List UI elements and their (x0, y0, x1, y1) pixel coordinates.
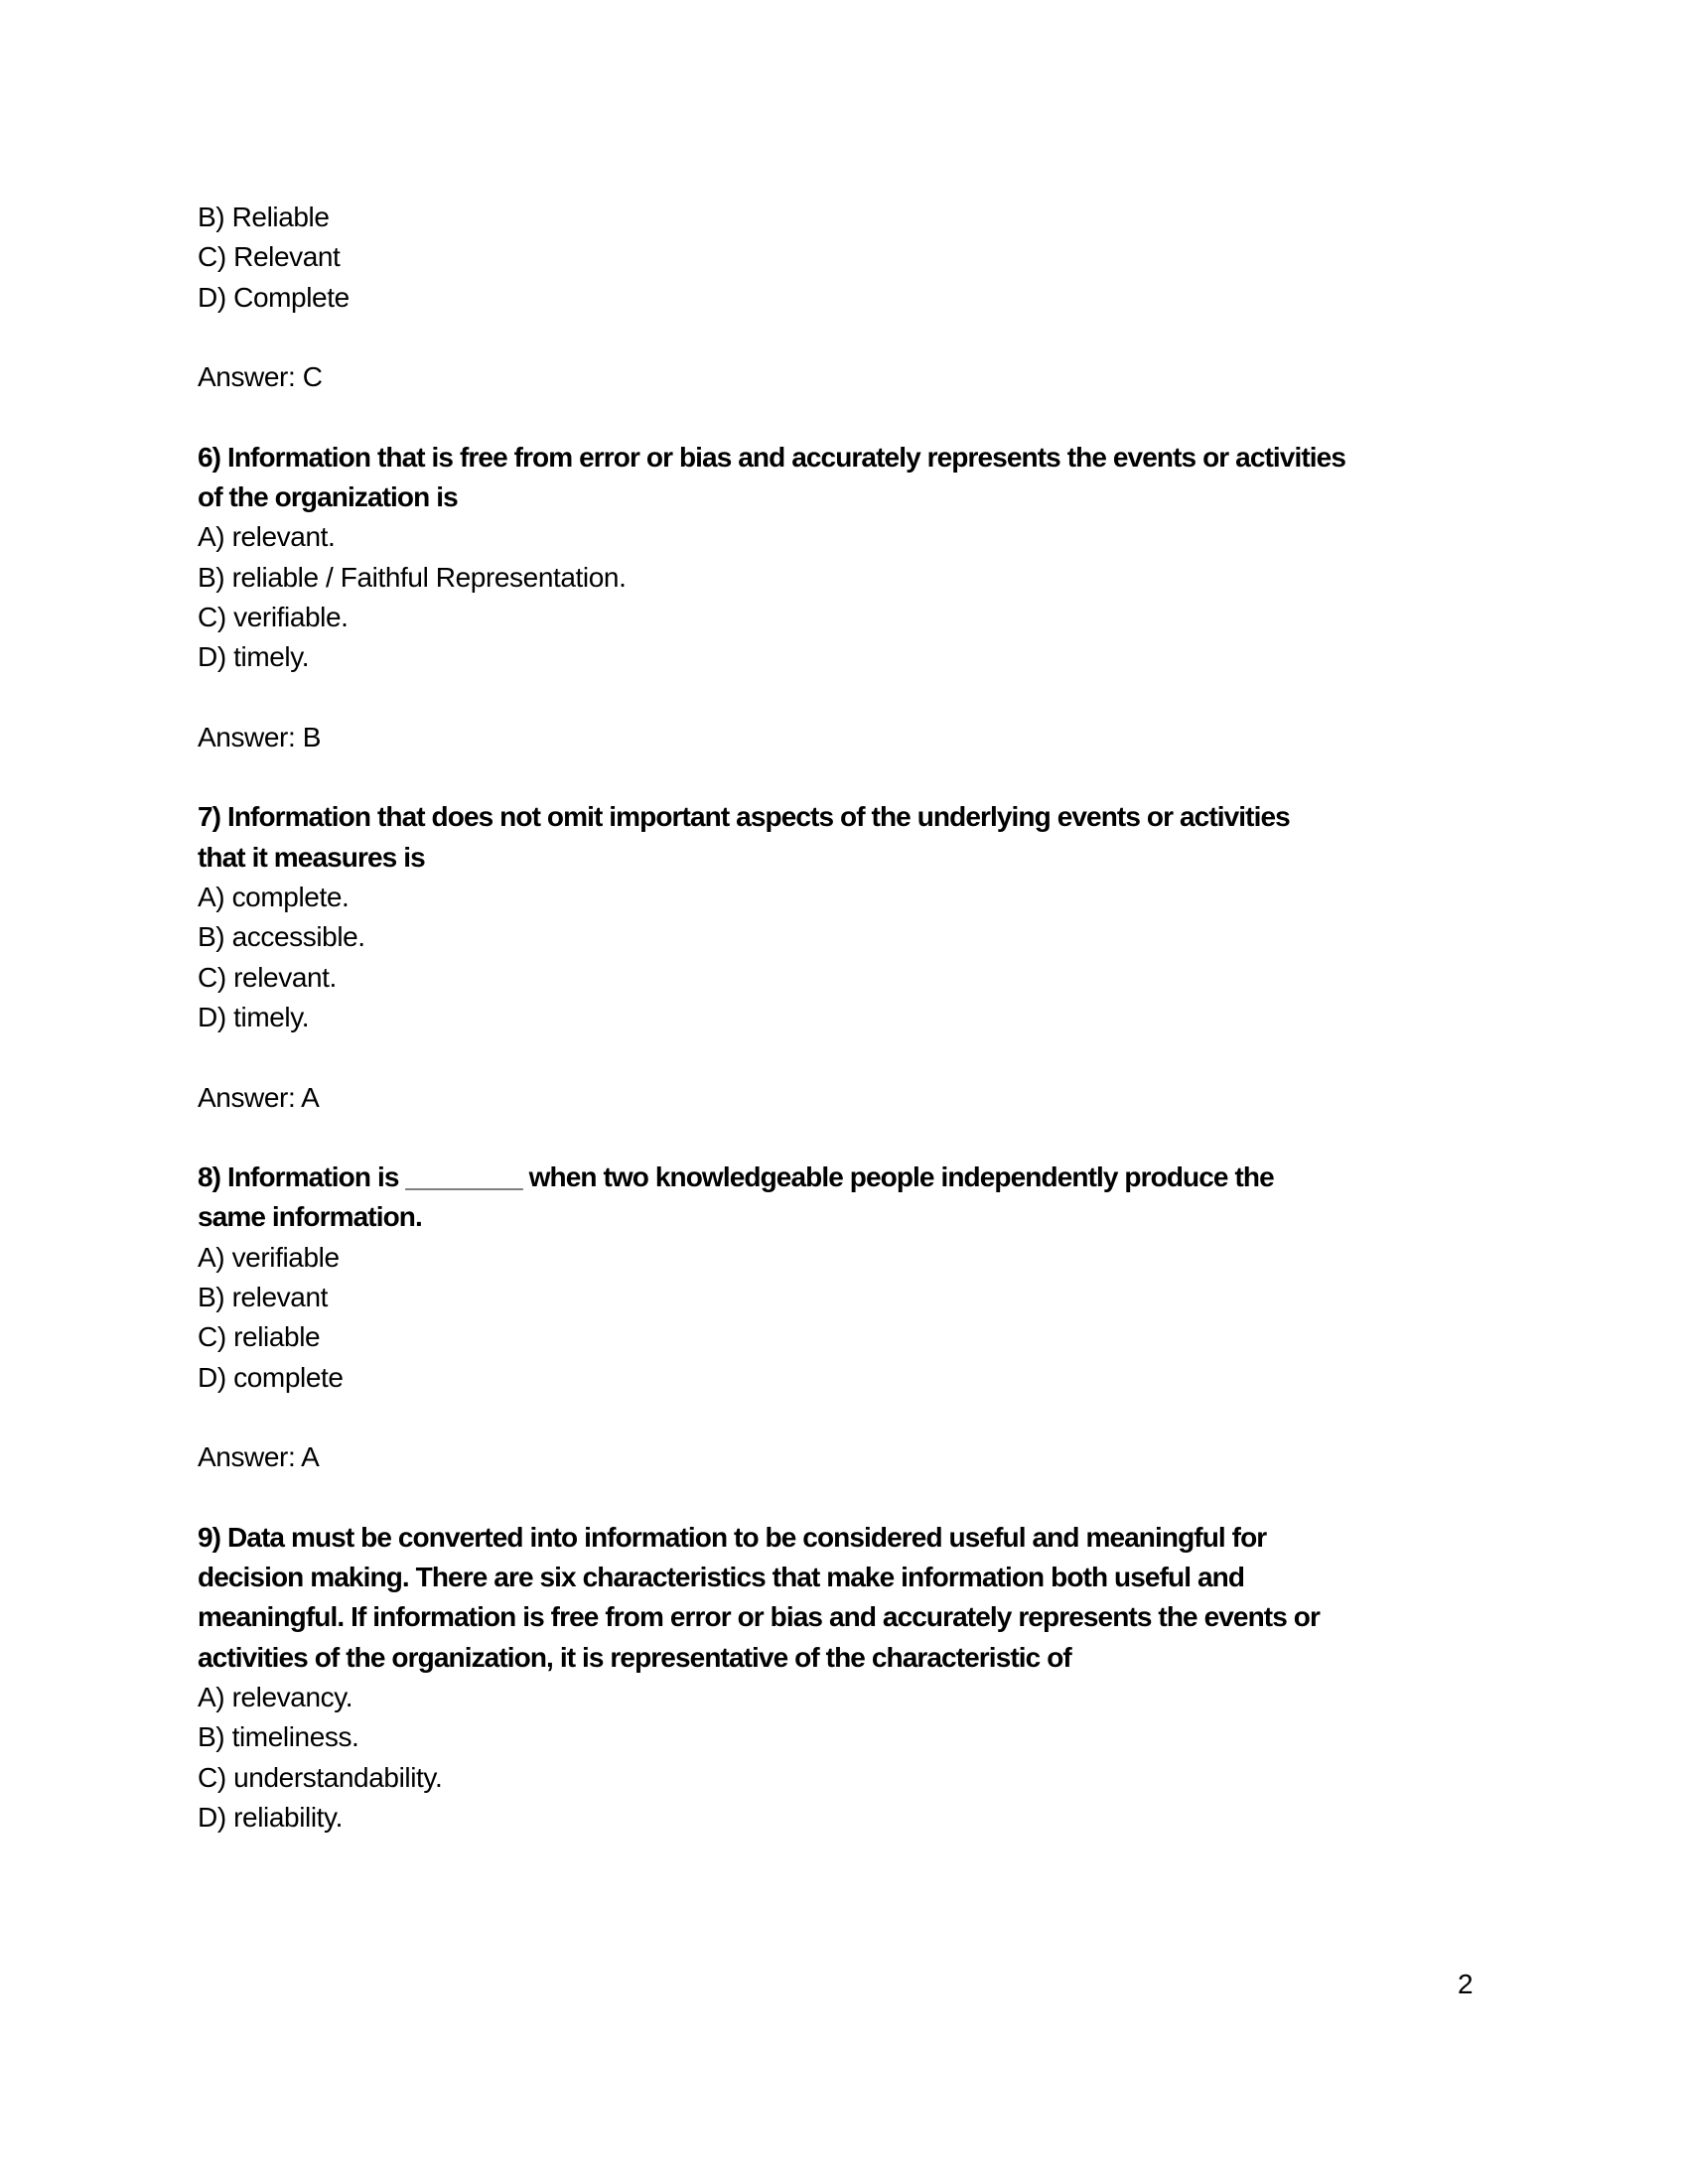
question-stem: 8) Information is ________ when two knowledgeable people independently produce the (198, 1161, 1274, 1193)
answer-option: C) understandability. (198, 1761, 443, 1793)
answer-option: B) reliable / Faithful Representation. (198, 561, 627, 593)
answer-option: D) complete (198, 1361, 344, 1393)
answer-option: B) relevant (198, 1282, 328, 1313)
answer-option: D) timely. (198, 1001, 310, 1032)
question-stem: of the organization is (198, 481, 458, 513)
question-stem: 9) Data must be converted into information to be considered useful and meaningful for (198, 1521, 1267, 1553)
answer-option: A) relevant. (198, 521, 336, 553)
page-number: 2 (1458, 1969, 1474, 1999)
question-stem: that it measures is (198, 841, 425, 873)
answer-option: C) Relevant (198, 241, 341, 273)
answer-option: B) timeliness. (198, 1721, 359, 1753)
answer-key: Answer: A (198, 1441, 320, 1473)
question-stem: meaningful. If information is free from error or bias and accurately represents the events or (198, 1601, 1320, 1633)
answer-option: C) relevant. (198, 961, 337, 993)
question-stem: 6) Information that is free from error or bias and accurately represents the events or activities (198, 441, 1345, 473)
answer-option: D) timely. (198, 641, 310, 673)
question-stem: 7) Information that does not omit important aspects of the underlying events or activities (198, 801, 1290, 833)
answer-option: C) verifiable. (198, 601, 349, 632)
answer-option: D) Complete (198, 281, 350, 313)
question-stem: decision making. There are six characteristics that make information both useful and (198, 1562, 1245, 1593)
question-stem: activities of the organization, it is representative of the characteristic of (198, 1641, 1071, 1673)
answer-option: B) accessible. (198, 921, 365, 953)
answer-option: A) verifiable (198, 1241, 340, 1273)
answer-key: Answer: A (198, 1081, 320, 1113)
answer-option: A) relevancy. (198, 1681, 353, 1712)
document-body (198, 198, 1508, 1838)
answer-key: Answer: B (198, 721, 321, 752)
answer-key: Answer: C (198, 361, 323, 393)
answer-option: A) complete. (198, 882, 350, 913)
answer-option: D) reliability. (198, 1801, 343, 1833)
question-stem: same information. (198, 1201, 422, 1233)
answer-option: B) Reliable (198, 202, 330, 232)
answer-option: C) reliable (198, 1321, 321, 1353)
